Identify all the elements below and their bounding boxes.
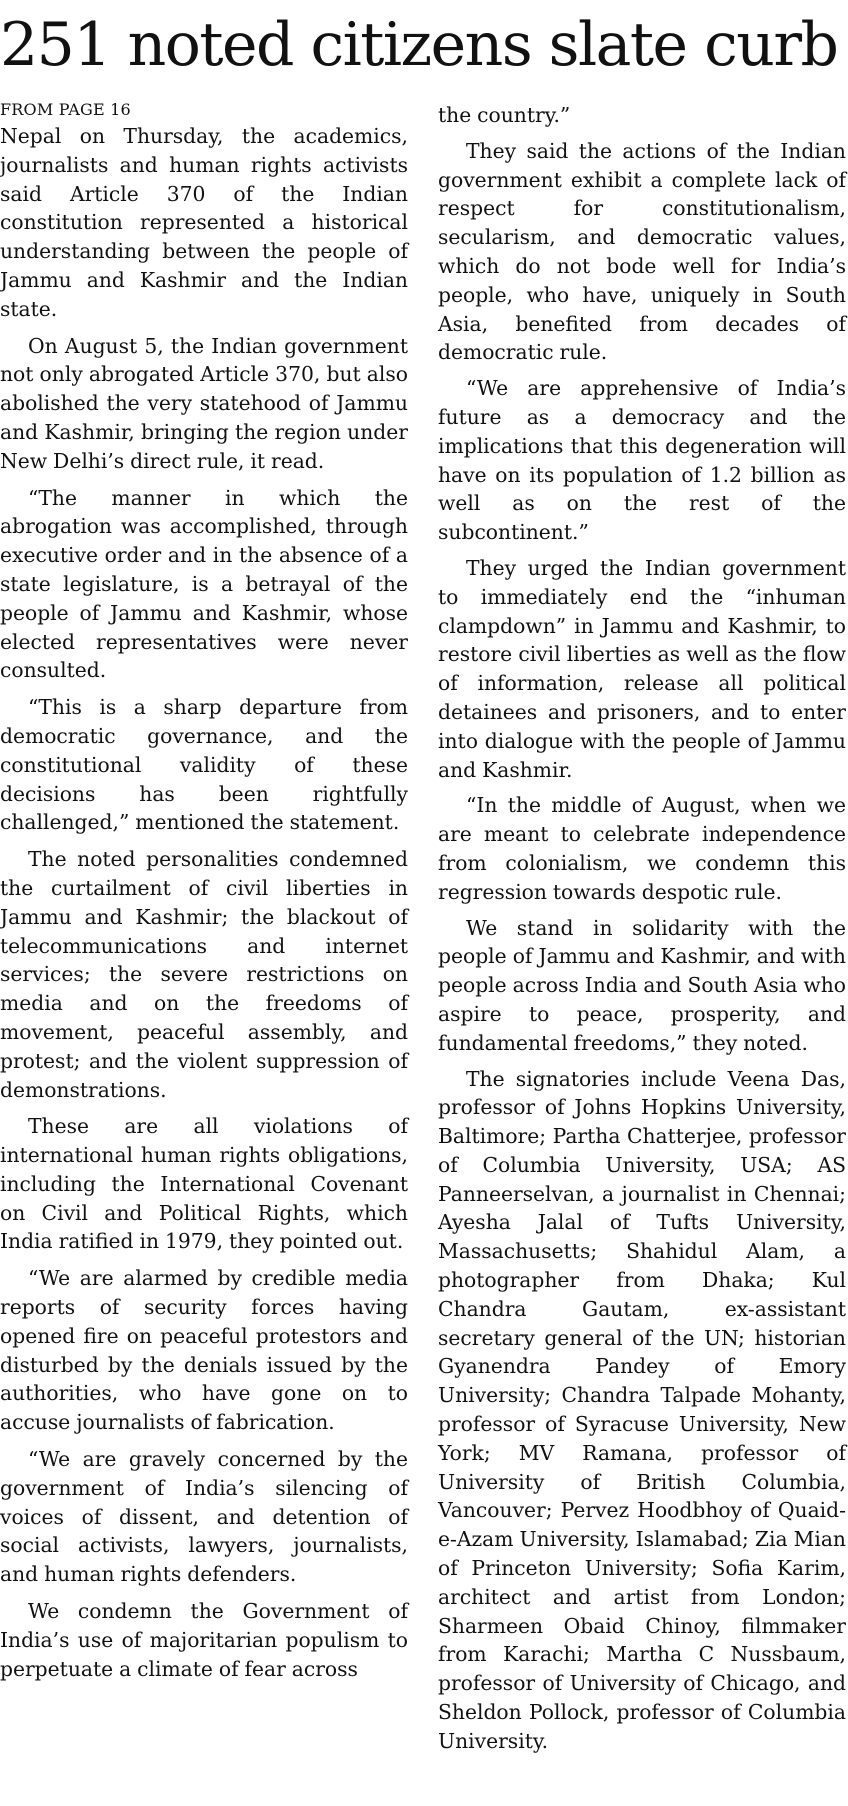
left-column <box>0 100 408 1691</box>
paragraph: The noted personalities condemned the curtailment of civil liberties in Jammu and Kashmir; the blackout of telecommunications and internet services; the severe restrictions on media and on the freedoms of movement, peaceful assembly, and protest; and the violent suppression of demonstrations. <box>0 847 408 1102</box>
paragraph: “The manner in which the abrogation was accomplished, through executive order and in the absence of a state legislature, is a betrayal of the people of Jammu and Kashmir, whose elected representatives were never consulted. <box>0 485 408 683</box>
paragraph: “This is a sharp departure from democratic governance, and the constitutional validity of these decisions has been rightfully challenged,” mentioned the statement. <box>0 695 408 835</box>
paragraph: The signatories include Veena Das, professor of Johns Hopkins University, Baltimore; Partha Chatterjee, professor of Columbia University, USA; AS Panneerselvan, a journalist in Chennai; Ayesha Jalal of Tufts University, Massachusetts; Shahidul Alam, a photographer from Dhaka; Kul Chandra Gautam, ex-assistant secretary general of the UN; historian Gyanendra Pandey of Emory University; Chandra Talpade Mohanty, professor of Syracuse University, New York; MV Ramana, professor of University of British Columbia, Vancouver; Pervez Hoodbhoy of Quaid-e-Azam University, Islamabad; Zia Mian of Princeton University; Sofia Karim, architect and artist from London; Sharmeen Obaid Chinoy, filmmaker from Karachi; Martha C Nussbaum, professor of University of Chicago, and Sheldon Pollock, professor of Columbia University. <box>438 1066 846 1753</box>
paragraph: On August 5, the Indian government not only abrogated Article 370, but also abolished the very statehood of Jammu and Kashmir, bringing the region under New Delhi’s direct rule, it read. <box>0 333 408 473</box>
paragraph: “We are apprehensive of India’s future as a democracy and the implications that this degeneration will have on its population of 1.2 billion as well as on the rest of the subcontinent.” <box>438 376 846 545</box>
paragraph: We condemn the Government of India’s use of majoritarian populism to perpetuate a climate of fear across <box>0 1599 408 1681</box>
paragraph: Nepal on Thursday, the academics, journalists and human rights activists said Article 370 of the Indian constitution represented a historical understanding between the people of Jammu and Kashmir and the Indian state. <box>0 124 408 321</box>
paragraph: They said the actions of the Indian government exhibit a complete lack of respect for constitutionalism, secularism, and democratic values, which do not bode well for India’s people, who have, uniquely in South Asia, benefited from decades of democratic rule. <box>438 138 846 365</box>
paragraph: These are all violations of international human rights obligations, including the International Covenant on Civil and Political Rights, which India ratified in 1979, they pointed out. <box>0 1114 408 1254</box>
paragraph: We stand in solidarity with the people of Jammu and Kashmir, and with people across India and South Asia who aspire to peace, prosperity, and fundamental freedoms,” they noted. <box>438 915 846 1055</box>
paragraph: “In the middle of August, when we are meant to celebrate independence from colonialism, we condemn this regression towards despotic rule. <box>438 793 846 904</box>
jump-line: FROM PAGE 16 <box>0 100 131 119</box>
headline: 251 noted citizens slate curb <box>0 10 838 80</box>
paragraph: They urged the Indian government to immediately end the “inhuman clampdown” in Jammu and Kashmir, to restore civil liberties as well as the flow of information, release all political detainees and prisoners, and to enter into dialogue with the people of Jammu and Kashmir. <box>438 555 846 782</box>
paragraph: “We are gravely concerned by the government of India’s silencing of voices of dissent, and detention of social activists, lawyers, journalists, and human rights defenders. <box>0 1447 408 1587</box>
paragraph: the country.” <box>438 103 571 127</box>
right-column <box>438 101 846 1763</box>
paragraph: “We are alarmed by credible media reports of security forces having opened fire on peaceful protestors and disturbed by the denials issued by the authorities, who have gone on to accuse journalists of fabrication. <box>0 1266 408 1435</box>
